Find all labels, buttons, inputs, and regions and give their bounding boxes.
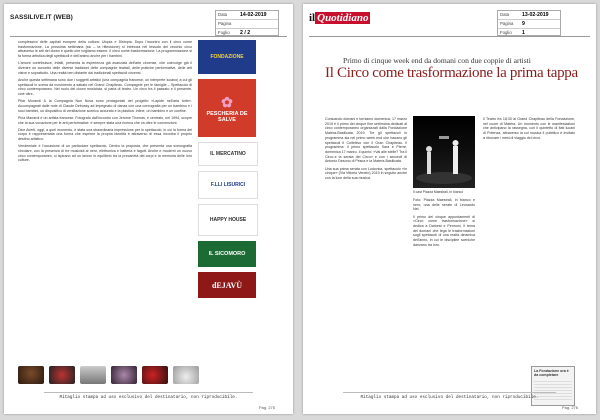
- right-page: [303, 4, 596, 414]
- paragraph: Il primo dei cinque appuntamenti di «Circo come trasformazione» si dedica a Darkest e Pennoni, Il tema del domani che lega le trasformazioni sugli spettacoli di una realtà dinamica dell'anno, in cui le discipline sceniche danzano tra loro.: [413, 214, 475, 247]
- ad-mercatino[interactable]: IL MERCATINO: [198, 142, 258, 166]
- paragraph: Dice Averti, oggi, a quel momento, è stata una straordinaria impressione per lo spettacolo, in cui la forma del corpo è rappresentata una forma che esprime la propria identità e attraverso di essa incontra il proprio destino artistico.: [18, 127, 192, 142]
- source-name: SASSILIVE.IT (WEB): [10, 14, 73, 21]
- article-supertitle: Primo di cinque week end da domani con due coppie di artisti: [343, 56, 531, 65]
- page-number: Pag. 276: [561, 405, 578, 410]
- paragraph: complessivo delle capitali europee della cultura: Utopia e Distopia. Dopo l'incontro con il circo come trasformazione. La prossima settimana (sic – la riflessione) si intreccia nel tessuto del vecchio circo attraverso le arti del clown e quello che vogliamo essere. Il circo come trasformazione. La programmazione si fa forma artistica degli spettacoli e dell'animo anche per i bambini.: [18, 40, 192, 59]
- performers-image: [413, 116, 475, 188]
- photo-caption: Il cast Piazza Maestrali, in bianco: [413, 190, 464, 194]
- paragraph: Coniuando domani e torniamo domenica, 17 marzo 2019 è il primo dei cinque fine settimana dedicati al circo contemporaneo organizzati dalla Fondazione Matera-Basilicata 2019. Tre gli spettacoli in programma sia nel primo week end che basano gli spettacoli Il Collettivo con il Gran Chapiteau. Il programma: il primo spettacolo Sara e Pierre, domenica 17 marzo. Il quinto: «Vai alle stelle? Tra il Circo-e la serata del Circo» e con i secondi di Antonio Desono di Pesca e la Matera-Basilicata.: [325, 117, 407, 164]
- photo-strip: [18, 366, 199, 384]
- paragraph: Il Teatro fra 18:30 al Grand Chapiteau della Fondazione, nel cuore di Matera. Un momento con le manifestazioni che anticipano la rassegna, con il quintetto di fiati lucani di Potenza, attraverso la cui musica il pubblico è invitato a ritrovare i mesi di viaggio del circo.: [483, 117, 575, 140]
- circus-photo: [80, 366, 106, 384]
- article-column-3: [483, 117, 575, 143]
- ad-pescheria[interactable]: ✿ PESCHERIA DE SALVE: [198, 79, 256, 137]
- left-article-text: [18, 40, 192, 166]
- ad-fili[interactable]: F.LLI LISURICI: [198, 171, 258, 199]
- article-column-2: [413, 198, 475, 250]
- stage-photo: [413, 116, 475, 188]
- meta-row: Pagina: [216, 20, 278, 29]
- right-meta-box: [497, 10, 561, 36]
- paragraph: Foto: Piazza Maestrali, in bianco e nero; una delle serate di Leonardo Nei.: [413, 198, 475, 212]
- paragraph: L'amore contribuisce, infatti, presenta la esperienza già avanzata dell'arte circense, che coinvolge già il divenire un concetto delle diverse tradizioni delle compagnie teatrali, delle pratiche performative, delle arti visive e soprattutto. Una realtà ben distante dai tradizionali spettacoli circensi.: [18, 61, 192, 75]
- paragraph: Pina Manardi è un artista francese. Fotografo dall'incontro con Jerome Thomas, e centrato, nel 1994, scopre che la sua vocazione per le arti performative: è sempre stata una ricerca che va oltre le convenzioni.: [18, 115, 192, 125]
- circus-photo: [49, 366, 75, 384]
- circus-photo: [173, 366, 199, 384]
- meta-row: Foglio 1: [500, 30, 525, 36]
- related-clipping-thumbnail[interactable]: [531, 366, 575, 406]
- circus-photo: [111, 366, 137, 384]
- ad-dejavu[interactable]: dEJAVÙ: [198, 272, 256, 298]
- right-header: [309, 10, 590, 37]
- article-column-1: [325, 117, 407, 183]
- ad-column: [198, 40, 256, 303]
- paragraph: Anche questa settimana sono due i soggetti artistici (una compagnia francese, un interprete lucano) a cui gli spettacoli in scena dà movimento a sabato nel Grand Chapiteau. Compagnie per le famiglie – Spettacolo di circo contemporaneo. Nel ruolo del clown musicista, si parla di teatro. Un circo tra il passato e il presente, cioè oltre.: [18, 77, 192, 97]
- article-headline: Il Circo come trasformazione la prima tappa: [325, 65, 578, 81]
- meta-row: Data 14-02-2019: [216, 11, 278, 20]
- thumbnail-title: La Fondazione ora è da completare: [534, 369, 569, 377]
- meta-row: Foglio 2 / 2: [218, 30, 251, 36]
- ad-fondazione[interactable]: FONDAZIONE: [198, 40, 256, 74]
- meta-row: Pagina 9: [498, 20, 560, 29]
- circus-photo: [142, 366, 168, 384]
- ad-happy-house[interactable]: HAPPY HOUSE: [198, 204, 258, 236]
- clipping-footer: Ritaglio stampa ad uso esclusivo del destinatario, non riproducibile.: [44, 392, 253, 400]
- circus-photo: [18, 366, 44, 384]
- orchid-icon: ✿: [221, 93, 233, 110]
- page-number: Pag. 275: [258, 405, 275, 410]
- paragraph: Pilar Morandi & la Compagnia Non Nova sono protagonisti del progetto «Lapide nell'aria forte». Accompagnati dalle note di Claude Debussy ad impegnato di danza con una coreografia per un bambino e i suoi bambini, un dispositivo di ventilazione scenico accurato e la plastica. Infine, un bambino e un confine.: [18, 99, 192, 113]
- newspaper-logo: il Quotidiano: [309, 12, 369, 24]
- left-meta-box: [215, 10, 279, 36]
- meta-row: Data 13-02-2019: [498, 11, 560, 20]
- left-page: [4, 4, 293, 414]
- paragraph: Vendemiale è l'occasione di un particolare spettacolo. Dentro la proposta, che presenta una scenografia circolare, con la presenza di tre musicisti al nero, elettronica e batteria e fagott. Anche e moderni un nuovo circo contemporaneo, si ispirano ad un lavoro in equilibrio tra la precarietà dei corpi e la memoria delle loro culture.: [18, 144, 192, 163]
- clipping-footer: Ritaglio stampa ad uso esclusivo del destinatario, non riproducibile.: [343, 392, 556, 400]
- paragraph: Una sua prima serata con Ludovica, spettacolo «In cinque» (Via Vittorio Veneto) 2019 in seguito anche con la luce della sua musica.: [325, 166, 407, 180]
- left-header: [10, 10, 287, 37]
- ad-sicomoro[interactable]: IL SICOMORO: [198, 241, 256, 267]
